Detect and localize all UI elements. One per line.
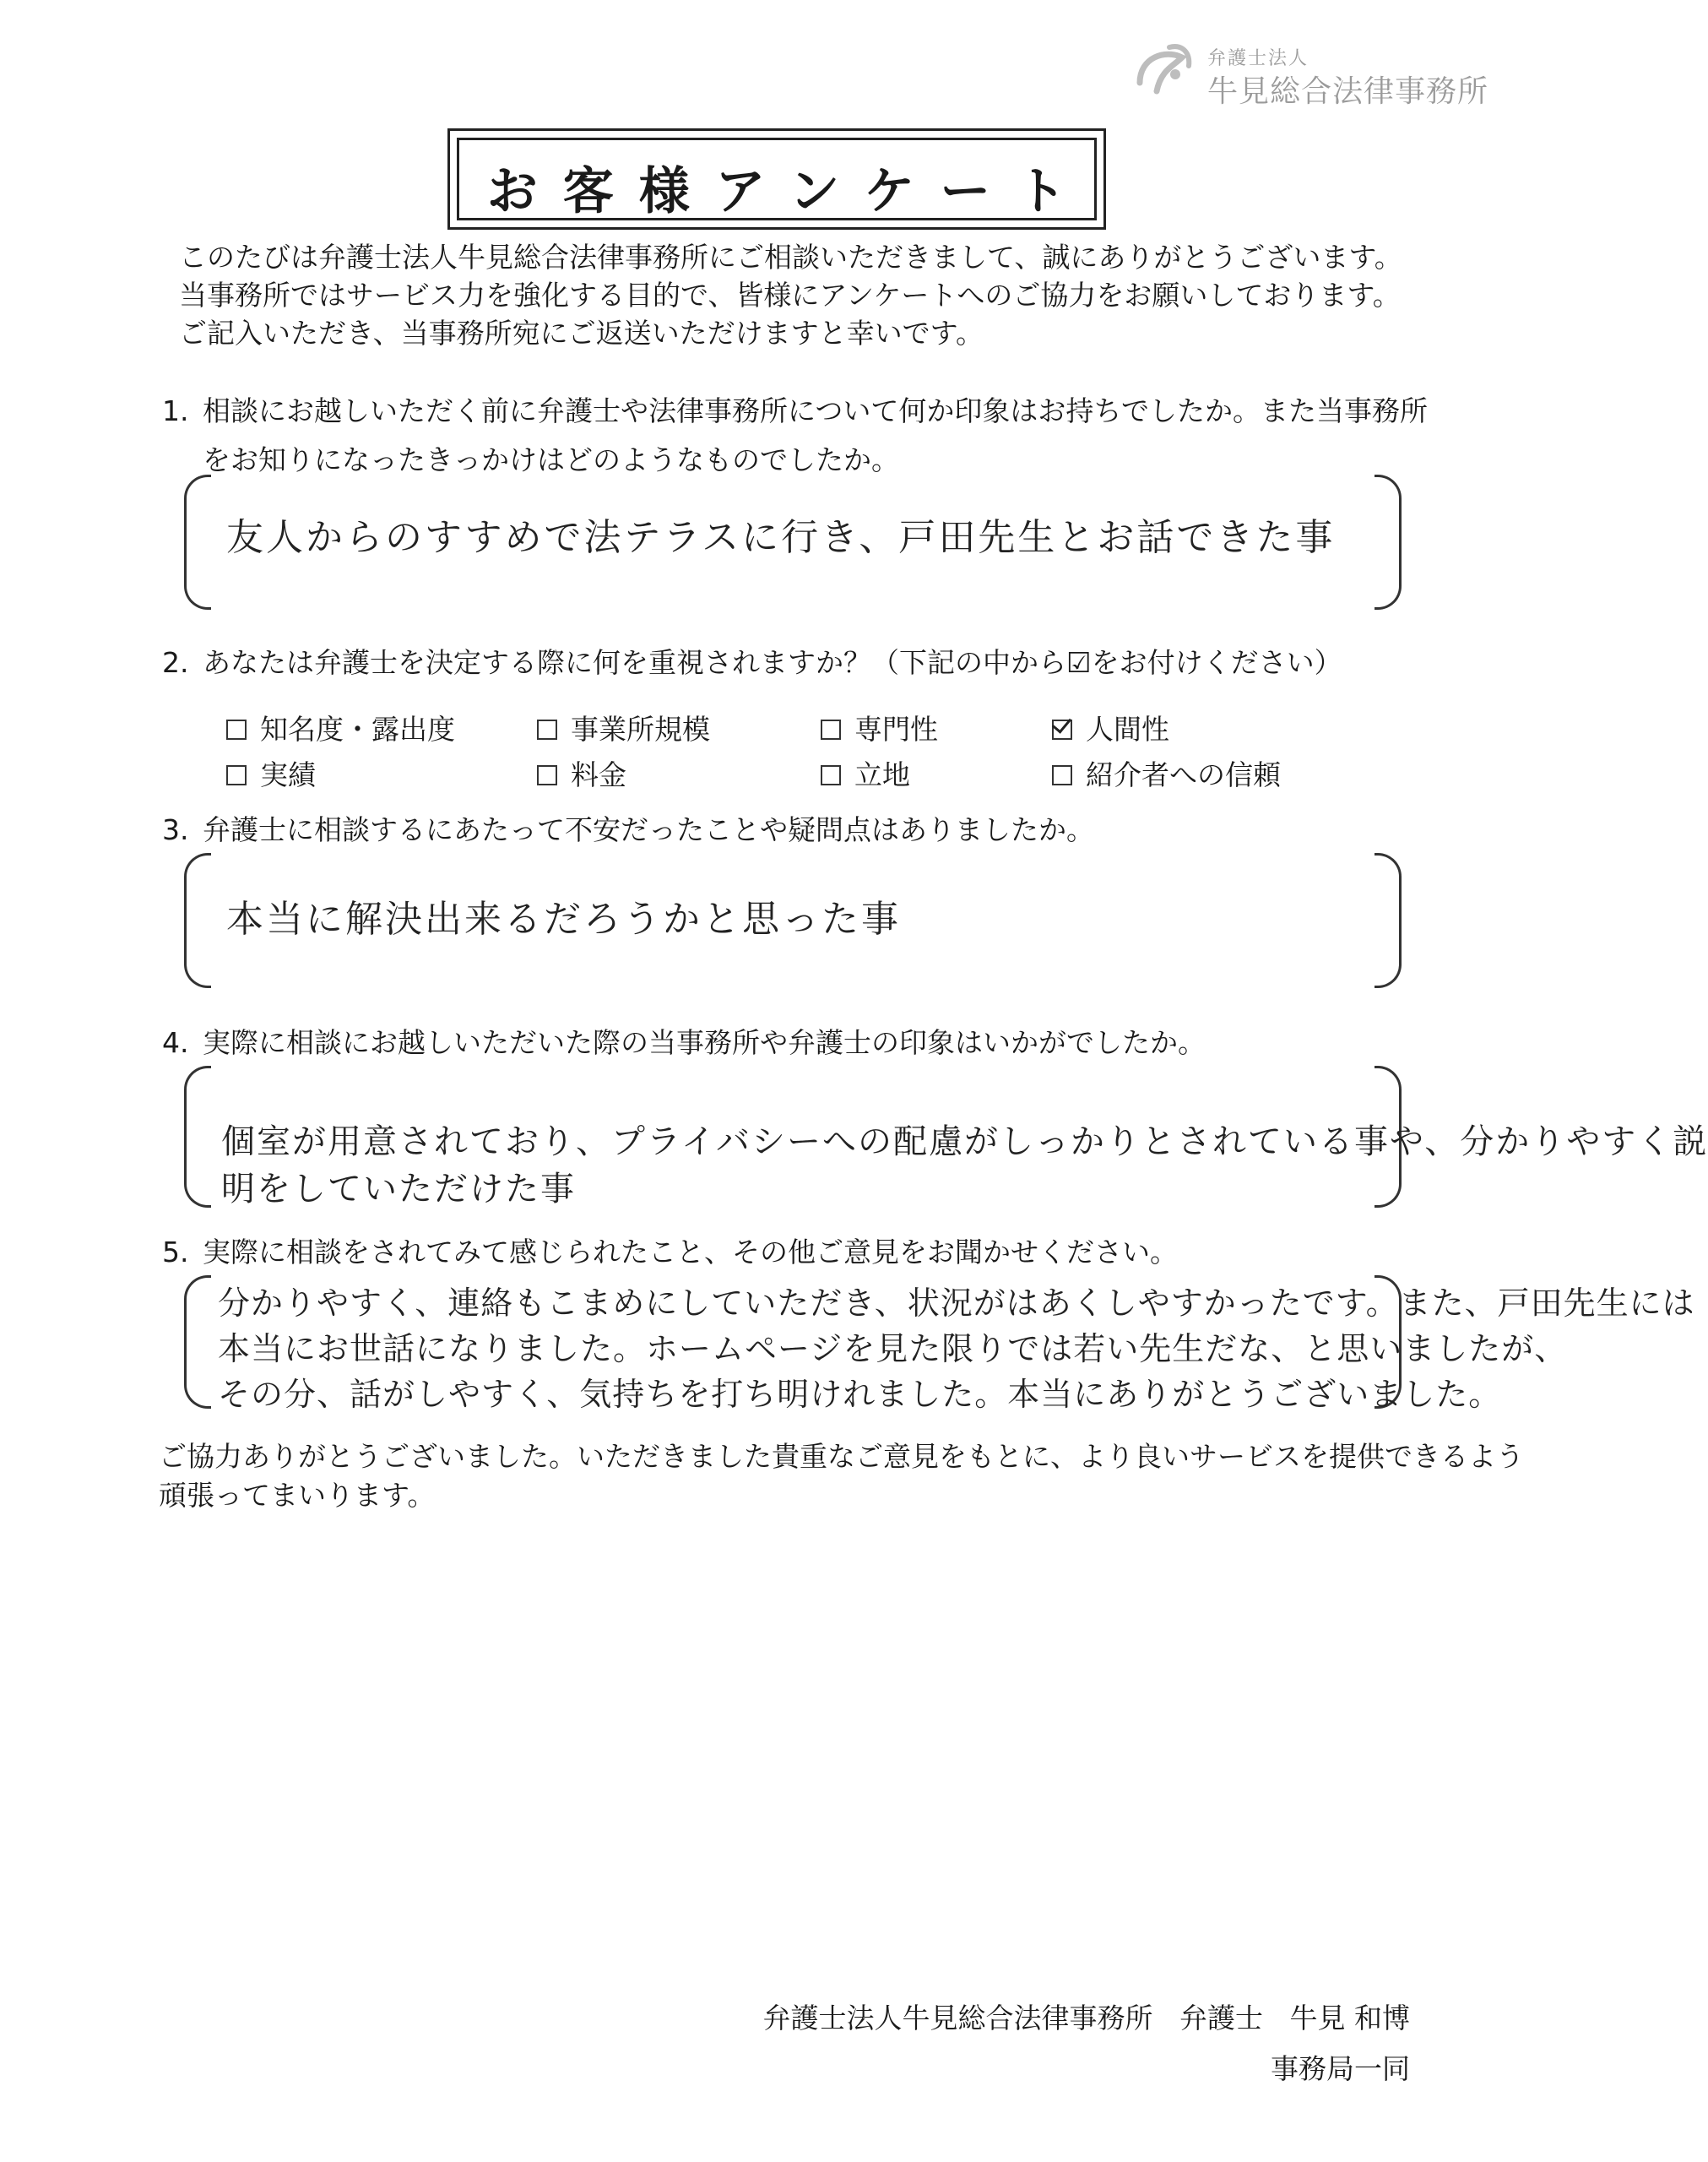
intro-line: 当事務所ではサービス力を強化する目的で、皆様にアンケートへのご協力をお願いしております。 [179,279,1401,312]
question-number: 1. [162,394,189,427]
logo-mark-icon [1123,32,1199,108]
question-text: 実際に相談にお越しいただいた際の当事務所や弁護士の印象はいかがでしたか。 [203,1026,1206,1059]
answer-5-line-1: 分かりやすく、連絡もこまめにしていただき、状況がはあくしやすかったです。また、戸田先生には [218,1285,1695,1322]
page-title: お客様アンケート [486,162,1093,221]
checkbox[interactable] [226,720,247,740]
option-office-size[interactable] [537,708,710,747]
answer-5-line-3: その分、話がしやすく、気持ちを打ち明けれました。本当にありがとうございました。 [218,1376,1502,1413]
answer-bracket-right [1375,853,1402,988]
footer-signature [763,1996,1410,2036]
answer-bracket-right [1375,475,1402,610]
option-personality[interactable] [1052,708,1169,747]
closing-line: ご協力ありがとうございました。いただきました貴重なご意見をもとに、より良いサービスを提供できるよう [159,1440,1524,1473]
footer-staff: 事務局一同 [1271,2052,1410,2085]
answer-3: 本当に解決出来るだろうかと思った事 [226,898,901,941]
answer-bracket-left [184,1275,211,1409]
answer-4-line-1: 個室が用意されており、プライバシーへの配慮がしっかりとされている事や、分かりやすく説 [221,1122,1708,1161]
checkbox[interactable] [821,765,841,785]
checkbox[interactable] [537,720,557,740]
question-text: 相談にお越しいただく前に弁護士や法律事務所について何か印象はお持ちでしたか。また当事務所 [203,394,1429,427]
option-label: 事業所規模 [571,713,710,746]
answer-bracket-left [184,475,211,610]
option-name-recognition[interactable] [226,708,455,747]
question-text: 実際に相談をされてみて感じられたこと、その他ご意見をお聞かせください。 [203,1236,1178,1268]
option-label: 実績 [260,758,316,791]
option-label: 専門性 [854,713,938,746]
option-track-record[interactable] [226,753,316,793]
option-fee[interactable] [537,753,626,793]
question-number: 5. [162,1236,189,1268]
question-5 [162,1228,1178,1277]
intro-line: このたびは弁護士法人牛見総合法律事務所にご相談いただきまして、誠にありがとうございます。 [179,241,1402,274]
question-number: 4. [162,1026,189,1059]
closing-line: 頑張ってまいります。 [159,1479,436,1512]
answer-1: 友人からのすすめで法テラスに行き、戸田先生とお話できた事 [226,516,1336,559]
answer-4-line-2: 明をしていただけた事 [221,1170,576,1209]
question-3 [162,806,1094,855]
checkbox[interactable] [226,765,247,785]
question-text: あなたは弁護士を決定する際に何を重視されますか？（下記の中から☑をお付けください） [203,646,1342,679]
title-box [447,128,1106,230]
question-1 [162,387,1428,485]
answer-bracket-left [184,1066,211,1208]
checkbox[interactable] [1052,765,1072,785]
question-4 [162,1019,1206,1067]
footer-role: 弁護士 [1179,2002,1264,2034]
answer-5-line-2: 本当にお世話になりました。ホームページを見た限りでは若い先生だな、と思いましたが、 [218,1330,1568,1367]
checkbox[interactable] [821,720,841,740]
answer-bracket-left [184,853,211,988]
option-label: 人間性 [1086,713,1169,746]
option-label: 料金 [571,758,626,791]
intro-text [179,238,1402,352]
logo-firm-name: 牛見総合法律事務所 [1207,74,1489,109]
question-number: 3. [162,813,189,846]
footer-lawyer: 牛見 和博 [1289,2002,1410,2034]
option-label: 知名度・露出度 [260,713,455,746]
logo-small-text: 弁護士法人 [1207,48,1309,69]
checkbox-checked[interactable] [1052,720,1072,740]
option-label: 立地 [854,758,910,791]
checkbox[interactable] [537,765,557,785]
option-location[interactable] [821,753,910,793]
question-2 [162,638,1342,687]
closing-text [159,1437,1524,1515]
intro-line: ご記入いただき、当事務所宛にご返送いただけますと幸いです。 [179,317,984,350]
question-text-cont: をお知りになったきっかけはどのようなものでしたか。 [203,443,899,476]
firm-logo [1123,32,1494,108]
option-label: 紹介者への信頼 [1086,758,1281,791]
option-expertise[interactable] [821,708,938,747]
question-number: 2. [162,646,189,679]
footer-office: 弁護士法人牛見総合法律事務所 [762,2002,1153,2034]
question-text: 弁護士に相談するにあたって不安だったことや疑問点はありましたか。 [203,813,1094,846]
option-referrer-trust[interactable] [1052,753,1281,793]
